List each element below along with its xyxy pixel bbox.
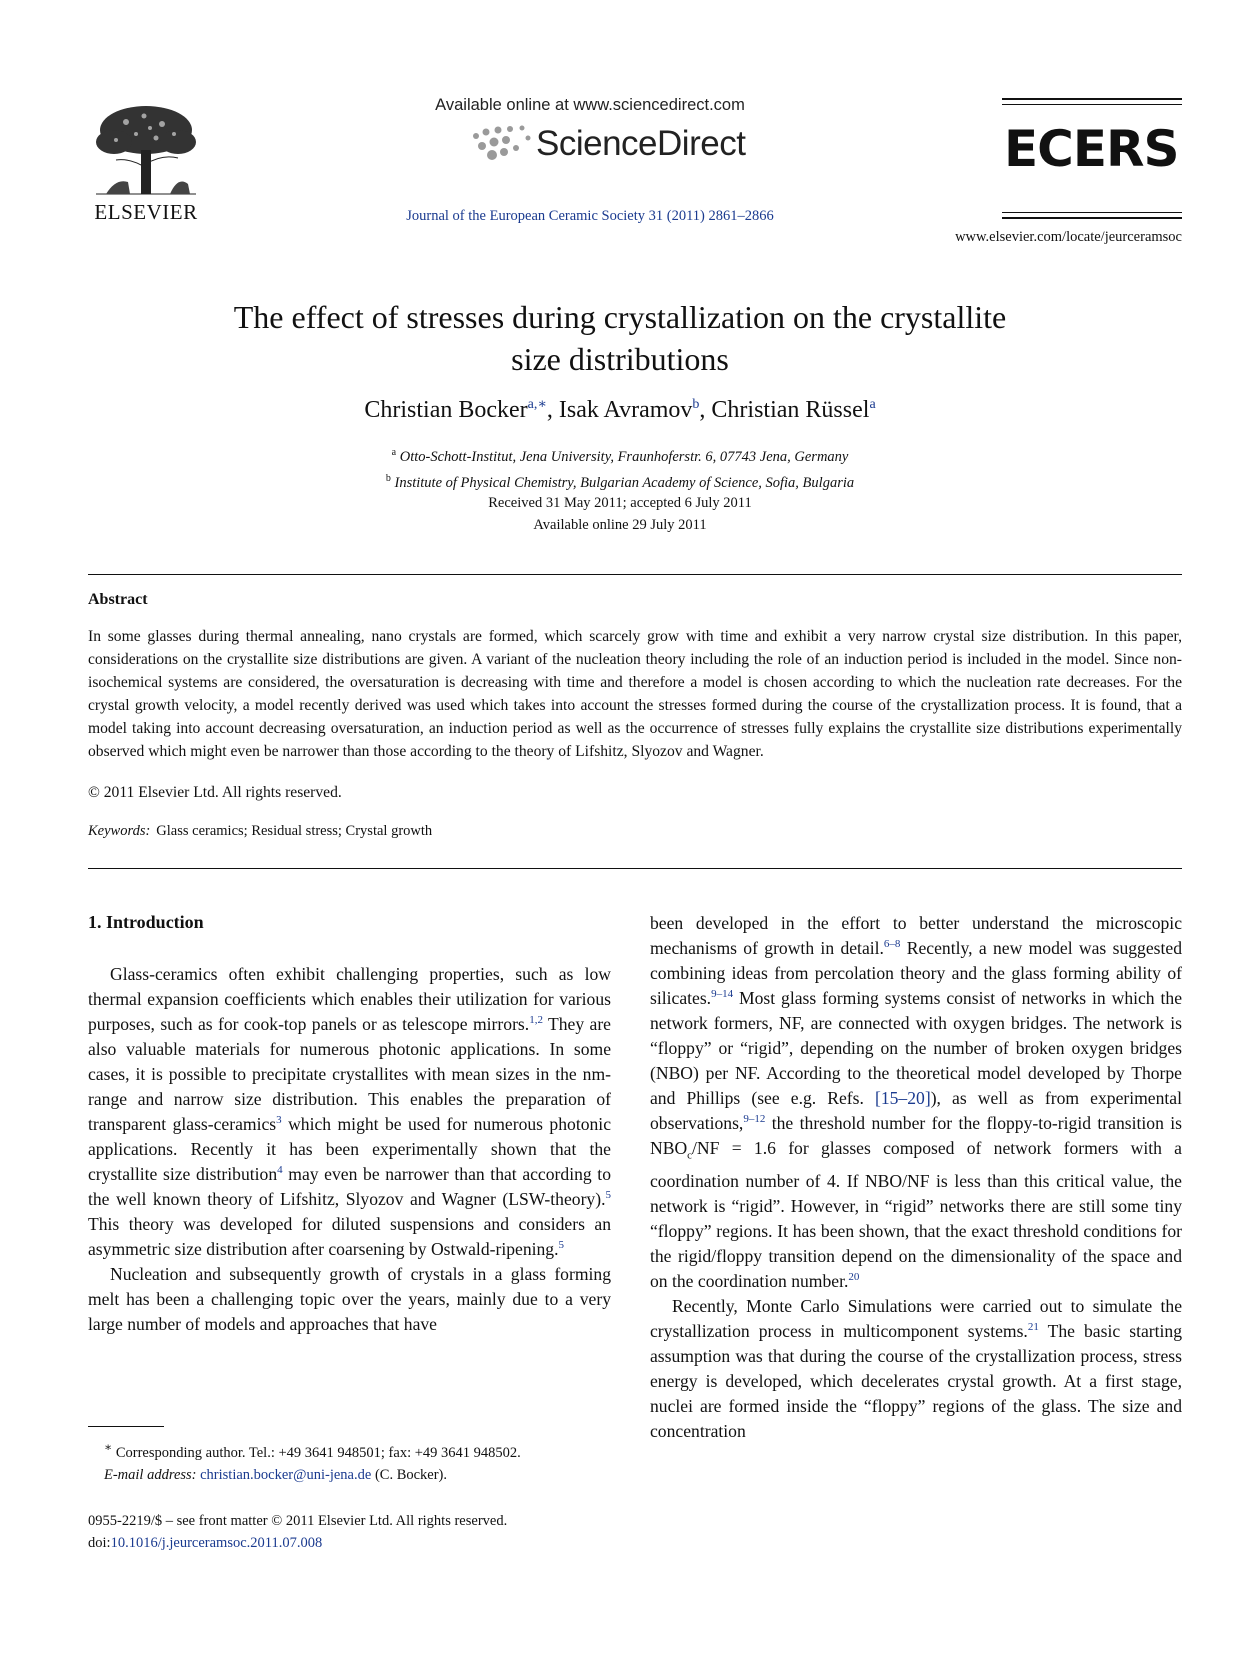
abstract-copyright: © 2011 Elsevier Ltd. All rights reserved.	[88, 784, 342, 801]
subscript: c	[687, 1149, 693, 1162]
author-name: Christian Bocker	[364, 397, 528, 423]
affiliation-text: Otto-Schott-Institut, Jena University, Fraunhoferstr. 6, 07743 Jena, Germany	[399, 448, 849, 465]
citation-ref[interactable]: 20	[848, 1270, 860, 1283]
section-heading: 1. Introduction	[88, 912, 204, 932]
left-column	[88, 962, 611, 1337]
citation-ref[interactable]: 9–12	[743, 1113, 766, 1126]
journal-reference-link[interactable]: Journal of the European Ceramic Society 31 (2011) 2861–2866	[406, 208, 774, 224]
text-run: Recently, Monte Carlo Simulations were carried out to simulate the crystallization process in multicomponent systems.	[650, 1295, 1182, 1341]
front-matter	[88, 1510, 648, 1554]
citation-link[interactable]: [15–20]	[874, 1088, 931, 1108]
abstract-heading: Abstract	[88, 591, 148, 608]
text-run: This theory was developed for diluted suspensions and considers an asymmetric size distribution after coarsening by Ostwald-ripening.	[88, 1214, 611, 1259]
affiliation-a	[130, 442, 1110, 468]
text-run: ), as well as from experimental observations,	[650, 1088, 1183, 1133]
text-run: Most glass forming systems consist of networks in which the network formers, NF, are connected with oxygen bridges. The network is “floppy” or “rigid”, depending on the number of broken oxygen bridges (NBO) per NF. According to the theoretical model developed by Thorpe and Phillips (see e.g. Refs.	[650, 988, 1182, 1108]
text-run: They are also valuable materials for numerous photonic applications. In some cases, it is possible to precipitate crystallites with mean sizes in the nm-range and narrow size distribution. This enables the preparation of transparent glass-ceramics	[88, 1014, 611, 1134]
citation-ref[interactable]: 4	[277, 1164, 283, 1177]
elsevier-tree-logo	[86, 98, 206, 198]
available-online-notice[interactable]: Available online at www.sciencedirect.com	[435, 96, 745, 114]
society-logo: ECERS	[1004, 120, 1179, 178]
divider	[88, 574, 1182, 575]
title-line-2: size distributions	[511, 341, 729, 377]
text-run: Glass-ceramics often exhibit challenging properties, such as low thermal expansion coefficients which enables their utilization for various purposes, such as for cook-top panels or as telescope mirrors.	[88, 964, 611, 1034]
author-affil-mark[interactable]: b	[692, 397, 700, 412]
email-label: E-mail address:	[104, 1466, 197, 1483]
article-title	[130, 296, 1110, 380]
text-run: been developed in the effort to better understand the microscopic mechanisms of growth in detail.	[650, 913, 1182, 958]
doi-label: doi:	[88, 1535, 111, 1551]
affiliation-mark: b	[385, 472, 391, 484]
citation-ref[interactable]: 3	[276, 1114, 282, 1127]
text-run: The basic starting assumption was that during the course of the crystallization process, stress energy is developed, which decelerates crystal growth. At a first stage, nuclei are formed inside the “floppy” regions of the glass. The size and concentration	[650, 1320, 1182, 1441]
author-separator: ,	[546, 397, 559, 423]
available-date: Available online 29 July 2011	[533, 517, 707, 533]
affiliation-text: Institute of Physical Chemistry, Bulgarian Academy of Science, Sofia, Bulgaria	[394, 474, 855, 491]
citation-ref[interactable]: 5	[605, 1189, 611, 1202]
footnote-rule	[88, 1426, 164, 1427]
doi-line	[88, 1532, 648, 1554]
author-name: Christian Rüssel	[711, 397, 870, 423]
affiliation-b	[130, 468, 1110, 494]
text-run: the threshold number for the floppy-to-rigid transition is NBO	[650, 1113, 1182, 1158]
right-column	[650, 911, 1182, 1444]
corresponding-author-footnote	[88, 1436, 608, 1486]
author-list	[130, 396, 1110, 424]
publisher-name: ELSEVIER	[94, 200, 198, 224]
paragraph	[88, 1262, 611, 1337]
society-logo-rule-top	[1002, 98, 1182, 105]
author-affil-mark[interactable]: a,∗	[527, 397, 547, 412]
title-line-1: The effect of stresses during crystallization on the crystallite	[233, 299, 1007, 335]
footnote-mark: ∗	[104, 1440, 113, 1454]
society-logo-rule-bottom	[1002, 212, 1182, 219]
keywords-list: Glass ceramics; Residual stress; Crystal growth	[156, 823, 433, 839]
text-run: may even be narrower than that according to the well known theory of Lifshitz, Slyozov and Wagner (LSW-theory).	[88, 1164, 611, 1209]
text-run: which might be used for numerous photonic applications. Recently it has been experimentally shown that the crystallite size distribution	[88, 1114, 612, 1184]
article-dates	[130, 492, 1110, 536]
citation-ref[interactable]: 21	[1027, 1320, 1039, 1333]
author-separator: ,	[699, 397, 712, 423]
received-date: Received 31 May 2011; accepted 6 July 2011	[488, 495, 752, 511]
sciencedirect-brand[interactable]: ScienceDirect	[536, 124, 746, 163]
footnote-email-line	[88, 1464, 608, 1486]
abstract-text: In some glasses during thermal annealing, nano crystals are formed, which scarcely grow with time and exhibit a very narrow crystal size distribution. In this paper, considerations on the crystallite size distributions are given. A variant of the nucleation theory including the role of an induction period is included in the model. Since non-isochemical systems are considered, the oversaturation is decreasing with time and therefore a model is chosen according to which the nucleation rate decreases. For the crystal growth velocity, a model recently derived was used which takes into account the stresses formed during the course of the crystallization process. It is found, that a model taking into account decreasing oversaturation, an induction period as well as the occurrence of stresses fully explains the crystallite size distributions experimentally observed which might even be narrower than those according to the theory of Lifshitz, Slyozov and Wagner.	[88, 628, 1182, 760]
author-name: Isak Avramov	[558, 397, 693, 423]
doi-link[interactable]: 10.1016/j.jeurceramsoc.2011.07.008	[110, 1535, 323, 1551]
citation-ref[interactable]: 1,2	[529, 1014, 543, 1027]
journal-homepage[interactable]: www.elsevier.com/locate/jeurceramsoc	[955, 229, 1182, 245]
email-link[interactable]: christian.bocker@uni-jena.de	[200, 1466, 372, 1483]
keywords-label: Keywords:	[88, 823, 151, 839]
issn-line: 0955-2219/$ – see front matter © 2011 Elsevier Ltd. All rights reserved.	[88, 1513, 508, 1529]
text-run: Recently, a new model was suggested combining ideas from percolation theory and the glass forming ability of silicates.	[650, 938, 1182, 1008]
citation-ref[interactable]: 9–14	[711, 988, 734, 1001]
affiliations	[130, 442, 1110, 494]
paragraph	[650, 1294, 1182, 1444]
citation-ref[interactable]: 6–8	[883, 938, 901, 951]
footnote-contact: Corresponding author. Tel.: +49 3641 948501; fax: +49 3641 948502.	[115, 1444, 521, 1461]
text-run: Nucleation and subsequently growth of crystals in a glass forming melt has been a challenging topic over the years, mainly due to a very large number of models and approaches that have	[88, 1264, 611, 1334]
keywords	[88, 823, 432, 840]
affiliation-mark: a	[391, 447, 397, 458]
divider	[88, 868, 1182, 869]
email-suffix: (C. Bocker).	[371, 1466, 448, 1483]
author-affil-mark[interactable]: a	[869, 397, 876, 412]
text-run: /NF = 1.6 for glasses composed of network formers with a coordination number of 4. If NBO/NF is less than this critical value, the network is “rigid”. However, in “rigid” networks there are still some tiny “floppy” regions. It has been shown, that the exact threshold conditions for the rigid/floppy transition depend on the dimensionality of the space and on the coordination number.	[650, 1138, 1182, 1291]
citation-ref[interactable]: 5	[558, 1239, 565, 1252]
paragraph	[88, 962, 611, 1262]
paragraph	[650, 911, 1182, 1294]
footnote-line	[88, 1436, 608, 1464]
